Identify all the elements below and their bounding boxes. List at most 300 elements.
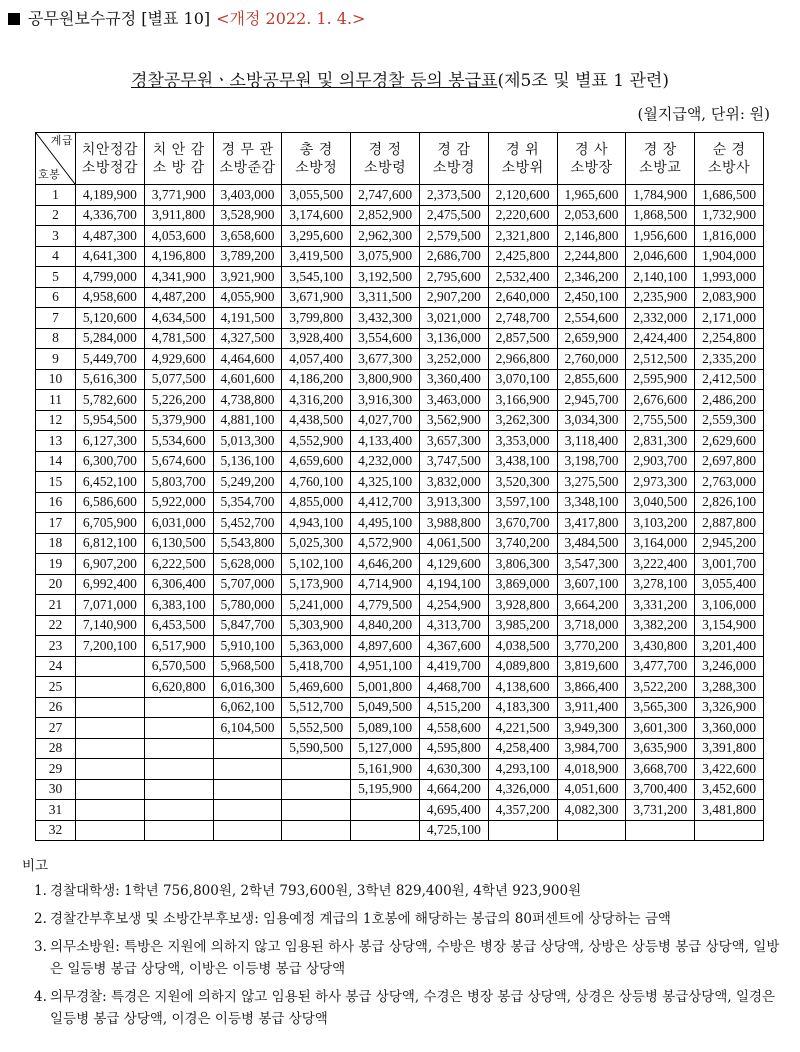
salary-cell: 3,806,300	[488, 554, 557, 575]
remarks-list	[22, 880, 782, 1030]
salary-cell: 3,348,100	[557, 492, 626, 513]
salary-cell	[626, 820, 695, 841]
table-row	[36, 287, 764, 308]
police-rank-label: 총 경	[299, 141, 333, 158]
salary-cell: 3,916,300	[351, 390, 420, 411]
salary-cell: 3,417,800	[557, 513, 626, 534]
step-number: 14	[36, 451, 76, 472]
salary-cell: 4,951,100	[351, 656, 420, 677]
title-suffix: (제5조 및 별표 1 관련)	[497, 71, 669, 91]
table-row	[36, 738, 764, 759]
step-number: 5	[36, 267, 76, 288]
salary-cell	[144, 738, 213, 759]
salary-cell: 4,495,100	[351, 513, 420, 534]
remark-number: 4.	[34, 989, 47, 1005]
salary-cell: 4,515,200	[419, 697, 488, 718]
salary-cell: 3,055,400	[695, 574, 764, 595]
salary-cell: 3,928,400	[282, 328, 351, 349]
police-rank-label: 치 안 감	[152, 141, 205, 158]
table-row	[36, 554, 764, 575]
salary-cell: 5,102,100	[282, 554, 351, 575]
salary-cell	[213, 820, 282, 841]
corner-grade-label: 계급	[50, 134, 73, 147]
salary-cell: 4,738,800	[213, 390, 282, 411]
salary-cell: 2,412,500	[695, 369, 764, 390]
salary-cell: 4,061,500	[419, 533, 488, 554]
table-row	[36, 369, 764, 390]
salary-cell	[213, 759, 282, 780]
police-rank-label: 경 위	[506, 141, 540, 158]
salary-cell: 2,763,000	[695, 472, 764, 493]
step-number: 12	[36, 410, 76, 431]
salary-cell: 3,419,500	[282, 246, 351, 267]
remark-text: 경찰간부후보생 및 소방간부후보생: 임용예정 계급의 1호봉에 해당하는 봉급의 80퍼센트에 상당하는 금액	[50, 911, 671, 927]
salary-cell: 4,781,500	[144, 328, 213, 349]
salary-cell: 3,671,900	[282, 287, 351, 308]
salary-cell: 3,278,100	[626, 574, 695, 595]
salary-cell: 4,183,300	[488, 697, 557, 718]
salary-cell: 3,481,800	[695, 800, 764, 821]
column-header	[419, 133, 488, 185]
salary-cell: 6,306,400	[144, 574, 213, 595]
salary-cell: 2,907,200	[419, 287, 488, 308]
remark-text: 의무경찰: 특경은 지원에 의하지 않고 임용된 하사 봉급 상당액, 수경은 병장 봉급 상당액, 상경은 상등병 봉급상당액, 일경은 일등병 봉급 상당액, 이경은 이등병 봉급 상당액	[50, 989, 776, 1027]
salary-cell: 5,195,900	[351, 779, 420, 800]
salary-cell: 2,254,800	[695, 328, 764, 349]
salary-cell: 3,554,600	[351, 328, 420, 349]
salary-cell: 4,194,100	[419, 574, 488, 595]
salary-cell: 4,138,600	[488, 677, 557, 698]
salary-cell: 3,311,500	[351, 287, 420, 308]
salary-cell: 5,120,600	[76, 308, 145, 329]
salary-cell: 5,077,500	[144, 369, 213, 390]
salary-cell: 4,327,500	[213, 328, 282, 349]
salary-cell: 4,341,900	[144, 267, 213, 288]
step-number: 19	[36, 554, 76, 575]
table-row	[36, 574, 764, 595]
table-row	[36, 267, 764, 288]
remark-item	[22, 936, 782, 980]
salary-cell: 3,174,600	[282, 205, 351, 226]
remark-item	[22, 986, 782, 1030]
corner-cell	[36, 133, 76, 185]
salary-cell: 2,747,600	[351, 185, 420, 206]
square-bullet-icon	[8, 13, 20, 25]
step-number: 11	[36, 390, 76, 411]
fire-rank-label: 소방교	[639, 159, 682, 176]
salary-cell: 6,130,500	[144, 533, 213, 554]
salary-cell: 2,083,900	[695, 287, 764, 308]
salary-cell	[282, 759, 351, 780]
police-rank-label: 경 감	[437, 141, 471, 158]
step-number: 6	[36, 287, 76, 308]
salary-cell	[76, 759, 145, 780]
salary-cell	[351, 820, 420, 841]
salary-cell: 5,707,000	[213, 574, 282, 595]
salary-cell: 4,779,500	[351, 595, 420, 616]
table-row	[36, 492, 764, 513]
column-header	[695, 133, 764, 185]
salary-cell: 4,664,200	[419, 779, 488, 800]
table-row	[36, 697, 764, 718]
salary-cell: 3,819,600	[557, 656, 626, 677]
salary-cell: 2,140,100	[626, 267, 695, 288]
salary-cell: 3,484,500	[557, 533, 626, 554]
salary-cell: 3,731,200	[626, 800, 695, 821]
salary-cell: 4,336,700	[76, 205, 145, 226]
salary-cell: 6,705,900	[76, 513, 145, 534]
table-row	[36, 656, 764, 677]
salary-cell	[282, 800, 351, 821]
step-number: 26	[36, 697, 76, 718]
fire-rank-label: 소방경	[432, 159, 475, 176]
remark-number: 2.	[34, 911, 47, 927]
salary-cell: 5,616,300	[76, 369, 145, 390]
salary-cell: 3,164,000	[626, 533, 695, 554]
salary-cell: 4,464,600	[213, 349, 282, 370]
step-number: 4	[36, 246, 76, 267]
salary-cell: 3,677,300	[351, 349, 420, 370]
salary-cell	[282, 779, 351, 800]
salary-cell: 3,800,900	[351, 369, 420, 390]
salary-cell: 4,958,600	[76, 287, 145, 308]
salary-cell: 4,055,900	[213, 287, 282, 308]
salary-cell: 3,262,300	[488, 410, 557, 431]
corner-step-label: 호봉	[38, 168, 61, 181]
remarks-section	[22, 854, 782, 1036]
salary-cell: 2,346,200	[557, 267, 626, 288]
remark-text: 의무소방원: 특방은 지원에 의하지 않고 임용된 하사 봉급 상당액, 수방은 병장 봉급 상당액, 상방은 상등병 봉급 상당액, 일방은 일등병 봉급 상당액, 이방은 이등병 봉급 상당액	[50, 939, 780, 977]
remark-number: 1.	[34, 883, 47, 899]
salary-cell: 5,173,900	[282, 574, 351, 595]
salary-cell: 3,252,000	[419, 349, 488, 370]
salary-cell: 5,803,700	[144, 472, 213, 493]
salary-cell: 6,383,100	[144, 595, 213, 616]
salary-cell	[144, 718, 213, 739]
salary-cell: 3,789,200	[213, 246, 282, 267]
salary-cell: 6,016,300	[213, 677, 282, 698]
salary-cell: 2,903,700	[626, 451, 695, 472]
salary-cell	[144, 697, 213, 718]
table-row	[36, 677, 764, 698]
salary-cell	[76, 738, 145, 759]
salary-cell: 4,634,500	[144, 308, 213, 329]
salary-cell: 5,922,000	[144, 492, 213, 513]
step-number: 31	[36, 800, 76, 821]
column-header	[626, 133, 695, 185]
salary-cell: 4,468,700	[419, 677, 488, 698]
salary-cell	[76, 697, 145, 718]
step-number: 22	[36, 615, 76, 636]
column-header	[76, 133, 145, 185]
salary-cell: 3,295,600	[282, 226, 351, 247]
step-number: 18	[36, 533, 76, 554]
salary-cell: 3,192,500	[351, 267, 420, 288]
salary-cell	[488, 820, 557, 841]
salary-cell: 3,106,000	[695, 595, 764, 616]
salary-cell: 6,453,500	[144, 615, 213, 636]
salary-cell: 3,658,600	[213, 226, 282, 247]
police-rank-label: 경 사	[574, 141, 608, 158]
table-row	[36, 636, 764, 657]
salary-cell: 3,700,400	[626, 779, 695, 800]
salary-cell: 2,424,400	[626, 328, 695, 349]
salary-cell: 4,646,200	[351, 554, 420, 575]
salary-cell: 5,449,700	[76, 349, 145, 370]
salary-cell: 5,452,700	[213, 513, 282, 534]
salary-cell: 3,403,000	[213, 185, 282, 206]
salary-cell: 4,051,600	[557, 779, 626, 800]
step-number: 25	[36, 677, 76, 698]
salary-cell: 4,313,700	[419, 615, 488, 636]
salary-cell: 6,620,800	[144, 677, 213, 698]
regulation-header	[8, 6, 365, 29]
salary-cell: 3,360,400	[419, 369, 488, 390]
salary-cell: 6,127,300	[76, 431, 145, 452]
salary-cell: 1,816,000	[695, 226, 764, 247]
salary-cell	[351, 800, 420, 821]
salary-cell: 4,326,000	[488, 779, 557, 800]
salary-cell: 5,954,500	[76, 410, 145, 431]
salary-cell: 3,452,600	[695, 779, 764, 800]
salary-cell: 2,425,800	[488, 246, 557, 267]
salary-cell: 5,249,200	[213, 472, 282, 493]
salary-cell: 2,697,800	[695, 451, 764, 472]
salary-cell: 3,866,400	[557, 677, 626, 698]
table-row	[36, 472, 764, 493]
salary-cell: 4,057,400	[282, 349, 351, 370]
salary-cell: 2,335,200	[695, 349, 764, 370]
salary-cell: 6,812,100	[76, 533, 145, 554]
salary-cell: 2,857,500	[488, 328, 557, 349]
salary-cell: 4,089,800	[488, 656, 557, 677]
salary-cell	[282, 820, 351, 841]
salary-cell: 3,664,200	[557, 595, 626, 616]
salary-cell: 2,659,900	[557, 328, 626, 349]
column-header	[557, 133, 626, 185]
salary-cell	[76, 779, 145, 800]
fire-rank-label: 소방정	[295, 159, 338, 176]
salary-cell: 4,630,300	[419, 759, 488, 780]
step-number: 29	[36, 759, 76, 780]
salary-cell: 3,438,100	[488, 451, 557, 472]
table-body	[36, 185, 764, 841]
salary-cell: 3,463,000	[419, 390, 488, 411]
salary-cell: 2,640,000	[488, 287, 557, 308]
salary-cell: 5,379,900	[144, 410, 213, 431]
salary-cell: 5,363,000	[282, 636, 351, 657]
salary-cell: 2,826,100	[695, 492, 764, 513]
police-rank-label: 경 장	[643, 141, 677, 158]
salary-cell: 5,049,500	[351, 697, 420, 718]
salary-cell: 4,601,600	[213, 369, 282, 390]
salary-cell: 4,929,600	[144, 349, 213, 370]
salary-cell: 1,965,600	[557, 185, 626, 206]
step-number: 3	[36, 226, 76, 247]
remark-text: 경찰대학생: 1학년 756,800원, 2학년 793,600원, 3학년 829,400원, 4학년 923,900원	[50, 883, 582, 899]
salary-cell: 5,674,600	[144, 451, 213, 472]
step-number: 8	[36, 328, 76, 349]
salary-cell: 5,226,200	[144, 390, 213, 411]
step-number: 1	[36, 185, 76, 206]
salary-cell: 3,477,700	[626, 656, 695, 677]
salary-cell: 5,284,000	[76, 328, 145, 349]
salary-cell: 2,760,000	[557, 349, 626, 370]
salary-cell	[213, 779, 282, 800]
column-header	[282, 133, 351, 185]
salary-cell: 6,517,900	[144, 636, 213, 657]
salary-cell: 5,512,700	[282, 697, 351, 718]
salary-cell: 5,001,800	[351, 677, 420, 698]
fire-rank-label: 소 방 감	[152, 159, 205, 176]
salary-cell: 2,795,600	[419, 267, 488, 288]
salary-cell: 3,911,800	[144, 205, 213, 226]
salary-cell: 2,321,800	[488, 226, 557, 247]
salary-cell: 5,303,900	[282, 615, 351, 636]
fire-rank-label: 소방령	[364, 159, 407, 176]
salary-cell: 2,244,800	[557, 246, 626, 267]
table-row	[36, 718, 764, 739]
police-rank-label: 순 경	[712, 141, 746, 158]
salary-cell: 3,103,200	[626, 513, 695, 534]
salary-cell: 3,528,900	[213, 205, 282, 226]
salary-cell	[76, 800, 145, 821]
salary-cell: 3,222,400	[626, 554, 695, 575]
salary-cell: 3,607,100	[557, 574, 626, 595]
salary-cell: 3,949,300	[557, 718, 626, 739]
column-header	[488, 133, 557, 185]
step-number: 21	[36, 595, 76, 616]
salary-cell: 3,432,300	[351, 308, 420, 329]
salary-cell: 2,686,700	[419, 246, 488, 267]
fire-rank-label: 소방위	[501, 159, 544, 176]
salary-cell: 3,353,000	[488, 431, 557, 452]
salary-cell	[213, 738, 282, 759]
salary-cell: 4,254,900	[419, 595, 488, 616]
header-row	[36, 133, 764, 185]
salary-cell: 3,166,900	[488, 390, 557, 411]
table-row	[36, 533, 764, 554]
salary-cell: 4,799,000	[76, 267, 145, 288]
salary-cell: 3,565,300	[626, 697, 695, 718]
remark-number: 3.	[34, 939, 47, 955]
salary-cell: 4,189,900	[76, 185, 145, 206]
salary-cell: 3,988,800	[419, 513, 488, 534]
salary-cell: 5,543,800	[213, 533, 282, 554]
salary-cell: 6,062,100	[213, 697, 282, 718]
salary-cell: 3,154,900	[695, 615, 764, 636]
table-row	[36, 800, 764, 821]
salary-cell: 5,968,500	[213, 656, 282, 677]
salary-cell: 4,714,900	[351, 574, 420, 595]
salary-cell: 2,676,600	[626, 390, 695, 411]
salary-cell: 4,129,600	[419, 554, 488, 575]
salary-cell: 1,784,900	[626, 185, 695, 206]
salary-cell: 2,579,500	[419, 226, 488, 247]
salary-cell: 2,855,600	[557, 369, 626, 390]
salary-cell: 6,222,500	[144, 554, 213, 575]
salary-cell: 3,670,700	[488, 513, 557, 534]
regulation-name: 공무원보수규정 [별표 10]	[28, 9, 211, 28]
salary-cell: 3,832,000	[419, 472, 488, 493]
salary-cell: 2,220,600	[488, 205, 557, 226]
salary-cell: 4,897,600	[351, 636, 420, 657]
step-number: 28	[36, 738, 76, 759]
table-row	[36, 328, 764, 349]
salary-cell: 3,430,800	[626, 636, 695, 657]
salary-cell	[144, 820, 213, 841]
salary-cell: 4,367,600	[419, 636, 488, 657]
salary-cell: 5,534,600	[144, 431, 213, 452]
salary-cell: 4,419,700	[419, 656, 488, 677]
salary-cell: 1,993,000	[695, 267, 764, 288]
salary-cell: 3,869,000	[488, 574, 557, 595]
salary-cell: 4,232,000	[351, 451, 420, 472]
table-row	[36, 185, 764, 206]
salary-cell: 3,391,800	[695, 738, 764, 759]
salary-cell: 3,522,200	[626, 677, 695, 698]
salary-cell: 5,780,000	[213, 595, 282, 616]
step-number: 13	[36, 431, 76, 452]
step-number: 30	[36, 779, 76, 800]
salary-cell: 6,586,600	[76, 492, 145, 513]
salary-cell: 4,725,100	[419, 820, 488, 841]
salary-cell: 2,532,400	[488, 267, 557, 288]
salary-cell: 4,027,700	[351, 410, 420, 431]
salary-cell: 2,945,200	[695, 533, 764, 554]
step-number: 15	[36, 472, 76, 493]
salary-cell	[76, 820, 145, 841]
salary-cell: 4,695,400	[419, 800, 488, 821]
salary-cell: 3,770,200	[557, 636, 626, 657]
salary-cell: 5,089,100	[351, 718, 420, 739]
salary-cell: 3,635,900	[626, 738, 695, 759]
salary-cell: 3,118,400	[557, 431, 626, 452]
salary-cell: 2,475,500	[419, 205, 488, 226]
salary-cell: 4,572,900	[351, 533, 420, 554]
salary-cell: 2,595,900	[626, 369, 695, 390]
salary-cell: 3,001,700	[695, 554, 764, 575]
salary-cell: 4,760,100	[282, 472, 351, 493]
salary-cell: 3,597,100	[488, 492, 557, 513]
column-header	[213, 133, 282, 185]
salary-cell: 2,046,600	[626, 246, 695, 267]
salary-cell: 4,552,900	[282, 431, 351, 452]
salary-cell: 1,732,900	[695, 205, 764, 226]
salary-cell: 3,545,100	[282, 267, 351, 288]
table-row	[36, 615, 764, 636]
fire-rank-label: 소방사	[708, 159, 751, 176]
salary-cell: 3,198,700	[557, 451, 626, 472]
salary-cell: 3,275,500	[557, 472, 626, 493]
step-number: 20	[36, 574, 76, 595]
salary-cell: 3,040,500	[626, 492, 695, 513]
step-number: 10	[36, 369, 76, 390]
salary-cell: 3,246,000	[695, 656, 764, 677]
salary-cell	[76, 656, 145, 677]
salary-cell: 3,718,000	[557, 615, 626, 636]
table-row	[36, 205, 764, 226]
salary-cell: 2,748,700	[488, 308, 557, 329]
salary-cell	[557, 820, 626, 841]
salary-cell: 2,146,800	[557, 226, 626, 247]
salary-cell: 3,562,900	[419, 410, 488, 431]
salary-table	[35, 132, 764, 841]
police-rank-label: 경 정	[368, 141, 402, 158]
step-number: 7	[36, 308, 76, 329]
salary-cell: 3,668,700	[626, 759, 695, 780]
salary-cell: 4,438,500	[282, 410, 351, 431]
